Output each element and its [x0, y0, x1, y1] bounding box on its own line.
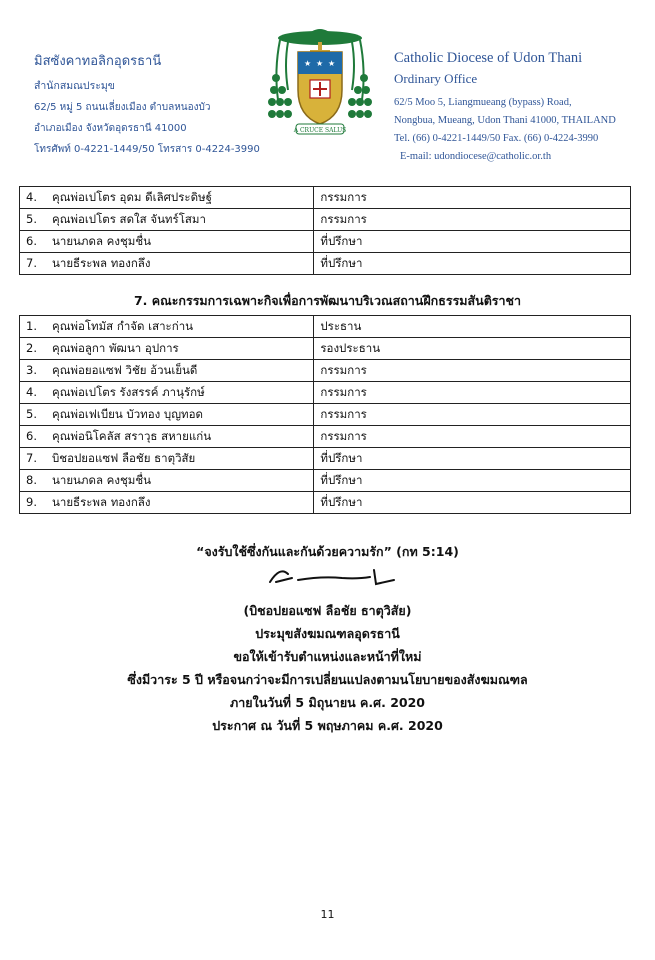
svg-text:★: ★: [304, 59, 312, 68]
table-row: [20, 382, 631, 404]
signer-name: (บิชอปยอแซฟ ลือชัย ธาตุวิสัย): [243, 603, 412, 618]
row-number: 2.: [26, 340, 37, 355]
crest-motto: A CRUCE SALUS: [293, 127, 347, 134]
row-number: 5.: [26, 406, 37, 421]
office-thai: สำนักสมณประมุข: [34, 80, 115, 92]
table-row: [20, 209, 631, 231]
table-row: [20, 338, 631, 360]
address-line2-thai: อำเภอเมือง จังหวัดอุดรธานี 41000: [34, 123, 187, 134]
row-number: 4.: [26, 189, 37, 204]
table-row: [20, 470, 631, 492]
bible-quote: “จงรับใช้ซึ่งกันและกันด้วยความรัก” (กท 5:14): [196, 544, 459, 559]
row-number: 9.: [26, 494, 37, 509]
member-role: ที่ปรึกษา: [314, 448, 631, 470]
member-role: รองประธาน: [314, 338, 631, 360]
table-row: [20, 404, 631, 426]
row-number: 5.: [26, 211, 37, 226]
page-number: 11: [320, 908, 335, 921]
member-role: กรรมการ: [314, 187, 631, 209]
member-name: คุณพ่อโทมัส กำจัด เสาะก่าน: [52, 318, 194, 333]
header-thai: [34, 50, 260, 163]
member-name: คุณพ่อเฟเบียน บัวทอง บุญทอด: [52, 406, 203, 421]
table-row: [20, 426, 631, 448]
phone-english: Tel. (66) 0-4221-1449/50 Fax. (66) 0-4224-3990: [394, 133, 599, 144]
member-name: นายนภดล คงชุมชื่น: [52, 233, 152, 248]
diocese-crest-logo: [266, 20, 374, 142]
row-number: 6.: [26, 233, 37, 248]
committee-table-continued: [19, 186, 631, 275]
member-role: ประธาน: [314, 316, 631, 338]
closing-line-1: ขอให้เข้ารับตำแหน่งและหน้าที่ใหม่: [233, 649, 422, 664]
member-name: นายนภดล คงชุมชื่น: [52, 472, 152, 487]
member-name: คุณพ่อเปโตร รังสรรค์ ภานุรักษ์: [52, 384, 205, 399]
svg-text:★: ★: [328, 59, 336, 68]
member-name: บิชอปยอแซฟ ลือชัย ธาตุวิสัย: [52, 450, 196, 465]
table-row: [20, 360, 631, 382]
member-role: กรรมการ: [314, 426, 631, 448]
address-line2-english: Nongbua, Mueang, Udon Thani 41000, THAILAND: [394, 115, 616, 126]
org-name-thai: มิสซังคาทอลิกอุดรธานี: [34, 54, 162, 69]
member-role: กรรมการ: [314, 382, 631, 404]
address-line1-thai: 62/5 หมู่ 5 ถนนเลี่ยงเมือง ตำบลหนองบัว: [34, 102, 211, 113]
table-row: [20, 231, 631, 253]
table-row: [20, 492, 631, 514]
member-role: กรรมการ: [314, 209, 631, 231]
member-name: นายธีระพล ทองกลึง: [52, 494, 151, 509]
handwritten-signature: [262, 560, 402, 592]
email-english: E-mail: udondiocese@catholic.or.th: [400, 151, 552, 162]
table-row: [20, 316, 631, 338]
member-role: ที่ปรึกษา: [314, 492, 631, 514]
row-number: 7.: [26, 255, 37, 270]
member-name: คุณพ่อเปโตร อุดม ดีเลิศประดิษฐ์: [52, 189, 212, 204]
table-row: [20, 253, 631, 275]
member-name: คุณพ่อเปโตร สดใส จันทร์โสมา: [52, 211, 206, 226]
closing-line-2: ซึ่งมีวาระ 5 ปี หรือจนกว่าจะมีการเปลี่ยนแปลงตามนโยบายของสังฆมณฑล: [127, 672, 528, 687]
address-line1-english: 62/5 Moo 5, Liangmueang (bypass) Road,: [394, 97, 572, 108]
svg-text:★: ★: [316, 59, 324, 68]
header-english: [394, 50, 616, 162]
row-number: 6.: [26, 428, 37, 443]
committee-table-section-7: [19, 315, 631, 514]
row-number: 3.: [26, 362, 37, 377]
table-row: [20, 187, 631, 209]
signer-position: ประมุขสังฆมณฑลอุดรธานี: [255, 626, 400, 641]
row-number: 7.: [26, 450, 37, 465]
member-name: คุณพ่อยอแซฟ วิชัย อ้วนเย็นดี: [52, 362, 198, 377]
member-name: คุณพ่อนิโคลัส สราวุธ สหายแก่น: [52, 428, 212, 443]
member-name: คุณพ่อลูกา พัฒนา อุปการ: [52, 340, 179, 355]
section-7-title: 7. คณะกรรมการเฉพาะกิจเพื่อการพัฒนาบริเวณสถานฝึกธรรมสันติราชา: [133, 293, 522, 308]
member-role: ที่ปรึกษา: [314, 470, 631, 492]
row-number: 1.: [26, 318, 37, 333]
org-name-english: Catholic Diocese of Udon Thani: [394, 50, 583, 66]
closing-line-4: ประกาศ ณ วันที่ 5 พฤษภาคม ค.ศ. 2020: [212, 718, 443, 733]
row-number: 8.: [26, 472, 37, 487]
member-name: นายธีระพล ทองกลึง: [52, 255, 151, 270]
row-number: 4.: [26, 384, 37, 399]
member-role: กรรมการ: [314, 404, 631, 426]
phone-thai: โทรศัพท์ 0-4221-1449/50 โทรสาร 0-4224-3990: [34, 144, 260, 155]
closing-line-3: ภายในวันที่ 5 มิถุนายน ค.ศ. 2020: [230, 695, 425, 710]
office-english: Ordinary Office: [394, 71, 478, 86]
table-row: [20, 448, 631, 470]
member-role: ที่ปรึกษา: [314, 253, 631, 275]
member-role: กรรมการ: [314, 360, 631, 382]
member-role: ที่ปรึกษา: [314, 231, 631, 253]
